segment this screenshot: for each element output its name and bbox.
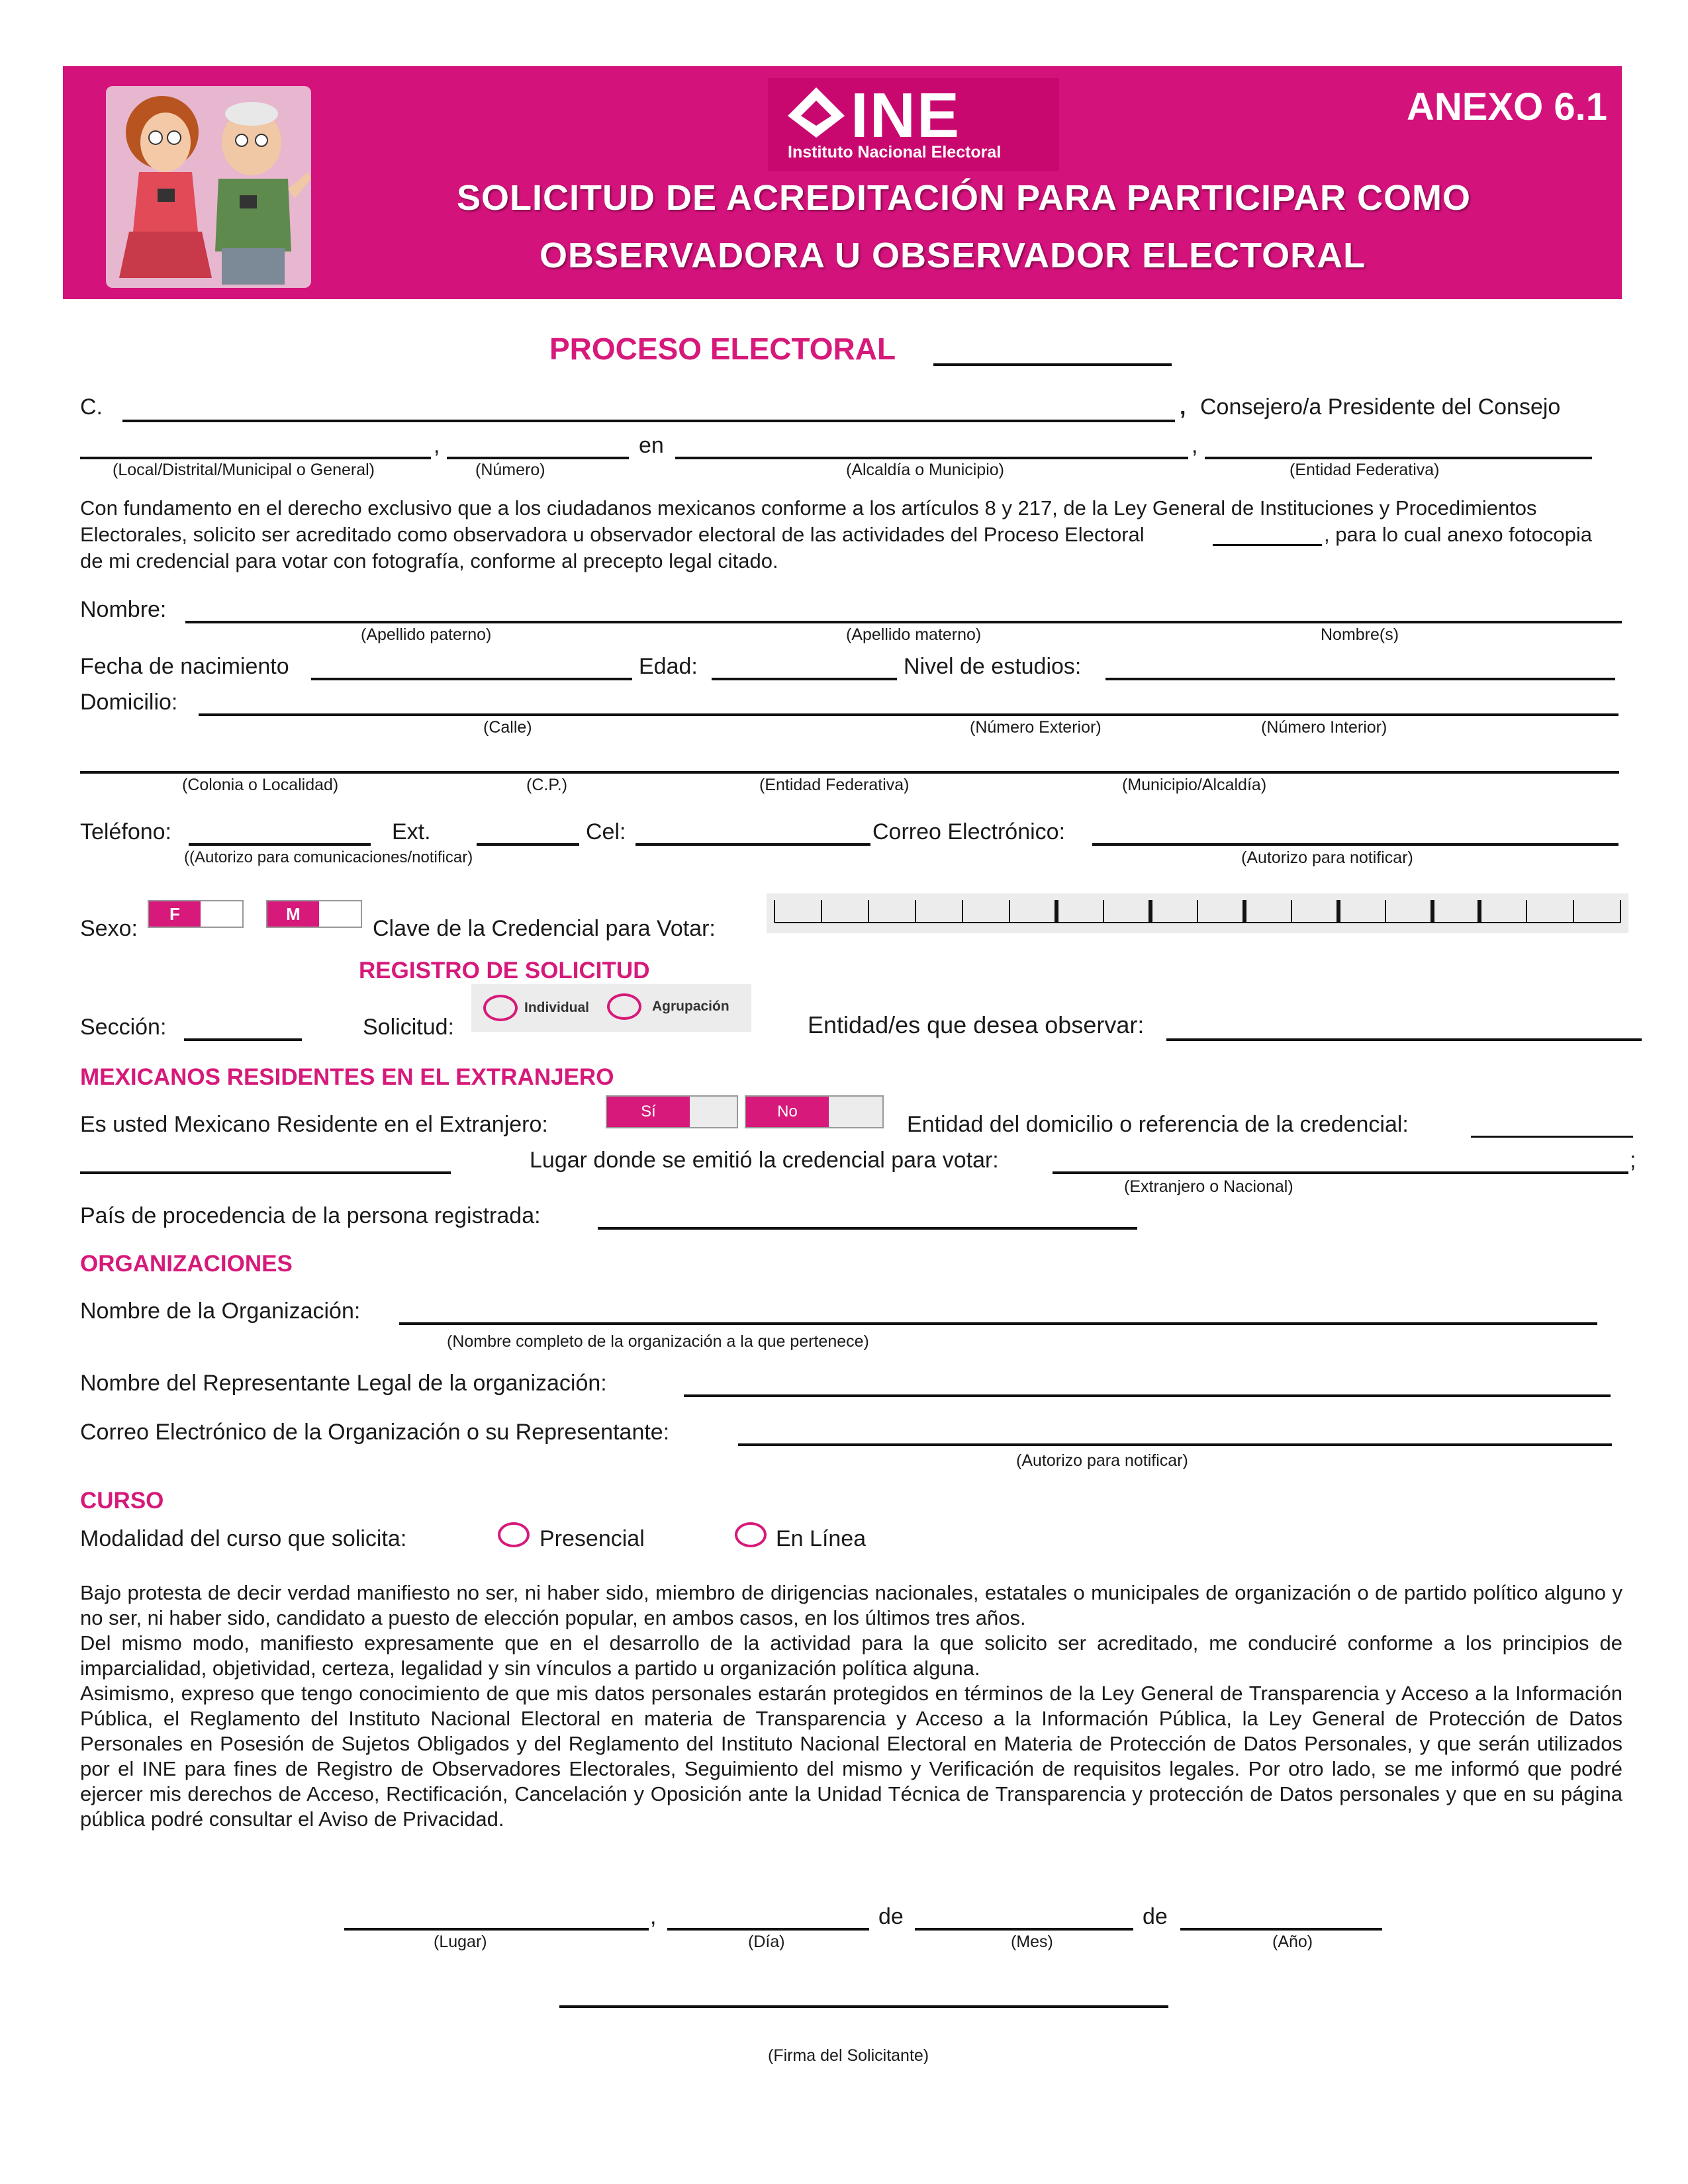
caption-numero-interior: (Número Interior) bbox=[1261, 718, 1387, 737]
form-title-line1: SOLICITUD DE ACREDITACIÓN PARA PARTICIPAR COMO bbox=[457, 178, 1471, 218]
nivel-estudios-field[interactable] bbox=[1105, 678, 1615, 680]
caption-apellido-materno: (Apellido materno) bbox=[846, 625, 982, 644]
sexo-label: Sexo: bbox=[80, 916, 138, 941]
clave-credencial-grid bbox=[767, 893, 1628, 933]
correo-label: Correo Electrónico: bbox=[872, 819, 1066, 844]
sexo-m-label: M bbox=[267, 901, 319, 927]
ine-logo-subtitle: Instituto Nacional Electoral bbox=[788, 143, 1002, 161]
agrupacion-label: Agrupación bbox=[652, 999, 729, 1014]
caption-cp: (C.P.) bbox=[526, 776, 568, 794]
nivel-estudios-label: Nivel de estudios: bbox=[904, 654, 1082, 679]
caption-extranjero-nacional: (Extranjero o Nacional) bbox=[1124, 1177, 1293, 1196]
nombre-organizacion-field[interactable] bbox=[399, 1322, 1597, 1325]
caption-entidad-federativa: (Entidad Federativa) bbox=[759, 776, 910, 794]
agrupacion-radio[interactable] bbox=[607, 993, 641, 1020]
entidad-field[interactable] bbox=[1205, 457, 1592, 459]
telefono-field[interactable] bbox=[189, 843, 371, 846]
councilor-name-field[interactable] bbox=[122, 420, 1175, 422]
comma: , bbox=[1180, 394, 1186, 420]
edad-label: Edad: bbox=[639, 654, 698, 679]
firma-anio-field[interactable] bbox=[1180, 1928, 1382, 1931]
curso-section-title: CURSO bbox=[80, 1488, 164, 1514]
firma-solicitante-field[interactable] bbox=[559, 2005, 1168, 2008]
intro-line3: de mi credencial para votar con fotografía, conforme al precepto legal citado. bbox=[80, 549, 778, 572]
caption-municipio: (Municipio/Alcaldía) bbox=[1122, 776, 1267, 794]
alcaldia-field[interactable] bbox=[675, 457, 1188, 459]
comma: , bbox=[434, 433, 440, 458]
seccion-label: Sección: bbox=[80, 1015, 167, 1040]
caption-anio: (Año) bbox=[1272, 1933, 1313, 1951]
individual-radio[interactable] bbox=[483, 995, 518, 1021]
intro-line1: Con fundamento en el derecho exclusivo que a los ciudadanos mexicanos conforme a los artículos 8 y 217, de la Ley General de Instituciones y Procedimientos bbox=[80, 496, 1537, 520]
sexo-m-checkbox[interactable] bbox=[266, 900, 362, 928]
correo-field[interactable] bbox=[1092, 843, 1618, 846]
en-linea-label: En Línea bbox=[776, 1526, 867, 1551]
residente-no-checkbox[interactable] bbox=[745, 1095, 884, 1128]
sexo-f-checkbox[interactable] bbox=[148, 900, 244, 928]
intro-line2b: , para lo cual anexo fotocopia bbox=[1324, 523, 1592, 546]
residente-extranjero-label: Es usted Mexicano Residente en el Extranjero: bbox=[80, 1112, 548, 1137]
edad-field[interactable] bbox=[712, 678, 897, 680]
representante-legal-field[interactable] bbox=[684, 1394, 1611, 1397]
lugar-credencial-field[interactable] bbox=[1053, 1171, 1628, 1174]
caption-mes: (Mes) bbox=[1011, 1933, 1053, 1951]
entidad-domicilio-field-cont[interactable] bbox=[80, 1171, 451, 1174]
caption-alcaldia: (Alcaldía o Municipio) bbox=[846, 461, 1004, 479]
presencial-label: Presencial bbox=[539, 1526, 645, 1551]
de-label-2: de bbox=[1143, 1904, 1168, 1929]
en-label: en bbox=[639, 433, 664, 458]
clave-credencial-boxes[interactable] bbox=[767, 893, 1628, 933]
entidad-observar-label: Entidad/es que desea observar: bbox=[808, 1011, 1145, 1038]
caption-calle: (Calle) bbox=[483, 718, 532, 737]
residente-si-label: Sí bbox=[607, 1097, 690, 1127]
caption-nombres: Nombre(s) bbox=[1321, 625, 1399, 644]
colonia-field[interactable] bbox=[80, 771, 1619, 774]
individual-label: Individual bbox=[524, 1000, 590, 1015]
nombre-organizacion-label: Nombre de la Organización: bbox=[80, 1298, 361, 1324]
entidad-observar-field[interactable] bbox=[1166, 1038, 1642, 1041]
caption-firma-solicitante: (Firma del Solicitante) bbox=[768, 2046, 929, 2065]
presencial-radio[interactable] bbox=[498, 1522, 530, 1547]
caption-council-type: (Local/Distrital/Municipal o General) bbox=[113, 461, 375, 479]
nombre-field[interactable] bbox=[185, 621, 1622, 623]
lugar-credencial-label: Lugar donde se emitió la credencial para votar: bbox=[530, 1148, 999, 1173]
residente-si-checkbox[interactable] bbox=[606, 1095, 738, 1128]
clave-credencial-label: Clave de la Credencial para Votar: bbox=[373, 916, 716, 941]
solicitud-label: Solicitud: bbox=[363, 1015, 454, 1040]
council-type-field[interactable] bbox=[80, 457, 431, 459]
cel-label: Cel: bbox=[586, 819, 626, 844]
caption-nombre-organizacion: (Nombre completo de la organización a la que pertenece) bbox=[447, 1332, 869, 1351]
nombre-label: Nombre: bbox=[80, 597, 167, 622]
entidad-domicilio-field[interactable] bbox=[1471, 1136, 1633, 1138]
fecha-nacimiento-label: Fecha de nacimiento bbox=[80, 654, 289, 679]
declaracion-paragraph-3: Asimismo, expreso que tengo conocimiento de que mis datos personales estarán protegidos en términos de la Ley General de Transparencia y Acceso a la Información Pública, el Reglamento del Instituto Nacional Electoral en materia de Transparencia y Acceso a la Información Pública, la Ley General de Protección de Datos Personales en Posesión de Sujetos Obligados y del Reglamento del Instituto Nacional Electoral en Materia de Protección de Datos Personales, y que serán utilizados por el INE para fines de Registro de Observadores Electorales, Seguimiento del mismo y Verificación de requisitos legales. Por otro lado, se me informó que podré ejercer mis derechos de Acceso, Rectificación, Cancelación y Oposición ante la Unidad Técnica de Transparencia y protección de Datos personales y que en su página pública podré consultar el Aviso de Privacidad. bbox=[80, 1682, 1622, 1831]
ine-logo-icon bbox=[786, 86, 846, 139]
pais-procedencia-label: País de procedencia de la persona registrada: bbox=[80, 1203, 541, 1228]
seccion-field[interactable] bbox=[184, 1038, 302, 1041]
ine-logo-text: INE bbox=[851, 80, 961, 151]
process-title: PROCESO ELECTORAL bbox=[549, 332, 896, 366]
council-number-field[interactable] bbox=[447, 457, 629, 459]
representante-legal-label: Nombre del Representante Legal de la organización: bbox=[80, 1371, 607, 1396]
entidad-domicilio-label: Entidad del domicilio o referencia de la credencial: bbox=[907, 1112, 1409, 1137]
firma-mes-field[interactable] bbox=[915, 1928, 1133, 1931]
ext-field[interactable] bbox=[477, 843, 579, 846]
councilor-role: Consejero/a Presidente del Consejo bbox=[1200, 394, 1561, 420]
caption-numero-exterior: (Número Exterior) bbox=[970, 718, 1102, 737]
firma-dia-field[interactable] bbox=[667, 1928, 869, 1931]
caption-entidad: (Entidad Federativa) bbox=[1289, 461, 1440, 479]
domicilio-field[interactable] bbox=[199, 713, 1618, 716]
citizen-prefix: C. bbox=[80, 394, 103, 420]
form-title-line2: OBSERVADORA U OBSERVADOR ELECTORAL bbox=[539, 236, 1366, 275]
registro-section-title: REGISTRO DE SOLICITUD bbox=[359, 958, 650, 983]
caption-apellido-paterno: (Apellido paterno) bbox=[361, 625, 492, 644]
de-label-1: de bbox=[878, 1904, 904, 1929]
observers-illustration bbox=[99, 73, 318, 291]
ine-logo bbox=[768, 78, 1059, 171]
caption-autorizo-notificar: (Autorizo para notificar) bbox=[1241, 848, 1413, 867]
process-year-field-2[interactable] bbox=[1213, 544, 1322, 546]
intro-line2a: Electorales, solicito ser acreditado como observadora u observador electoral de las actividades del Proceso Electoral bbox=[80, 523, 1145, 546]
caption-dia: (Día) bbox=[748, 1933, 785, 1951]
caption-autorizo-comunicaciones: ((Autorizo para comunicaciones/notificar) bbox=[184, 848, 473, 866]
annex-number: ANEXO 6.1 bbox=[1407, 85, 1607, 128]
comma: , bbox=[1192, 433, 1198, 458]
declaracion-paragraph-2: Del mismo modo, manifiesto expresamente que en el desarrollo de la actividad para la que solicito ser acreditado, me conduciré conforme a los principios de imparcialidad, objetividad, certeza, legalidad y sin vínculos a partido u organización política alguna. bbox=[80, 1631, 1622, 1680]
firma-lugar-field[interactable] bbox=[344, 1928, 649, 1931]
sexo-f-label: F bbox=[149, 901, 201, 927]
semicolon: ; bbox=[1630, 1148, 1636, 1173]
telefono-label: Teléfono: bbox=[80, 819, 171, 844]
correo-organizacion-field[interactable] bbox=[738, 1443, 1612, 1446]
caption-autorizo-notificar-org: (Autorizo para notificar) bbox=[1016, 1451, 1188, 1470]
caption-lugar: (Lugar) bbox=[434, 1933, 487, 1951]
modalidad-label: Modalidad del curso que solicita: bbox=[80, 1526, 407, 1551]
caption-colonia: (Colonia o Localidad) bbox=[182, 776, 339, 794]
solicitud-options bbox=[471, 984, 751, 1032]
process-year-field[interactable] bbox=[933, 363, 1172, 366]
domicilio-label: Domicilio: bbox=[80, 690, 178, 715]
en-linea-radio[interactable] bbox=[735, 1522, 767, 1547]
residente-no-label: No bbox=[746, 1097, 829, 1127]
caption-number: (Número) bbox=[475, 461, 545, 479]
correo-organizacion-label: Correo Electrónico de la Organización o su Representante: bbox=[80, 1420, 670, 1445]
pais-procedencia-field[interactable] bbox=[598, 1227, 1137, 1230]
comma: , bbox=[650, 1904, 657, 1929]
extranjero-section-title: MEXICANOS RESIDENTES EN EL EXTRANJERO bbox=[80, 1064, 614, 1090]
organizaciones-section-title: ORGANIZACIONES bbox=[80, 1251, 293, 1277]
fecha-nacimiento-field[interactable] bbox=[311, 678, 632, 680]
ext-label: Ext. bbox=[392, 819, 431, 844]
declaracion-paragraph-1: Bajo protesta de decir verdad manifiesto no ser, ni haber sido, miembro de dirigencias nacionales, estatales o municipales de organización o de partido político alguno y no ser, ni haber sido, candidato a puesto de elección popular, en ambos casos, en los últimos tres años. bbox=[80, 1581, 1622, 1629]
cel-field[interactable] bbox=[635, 843, 870, 846]
